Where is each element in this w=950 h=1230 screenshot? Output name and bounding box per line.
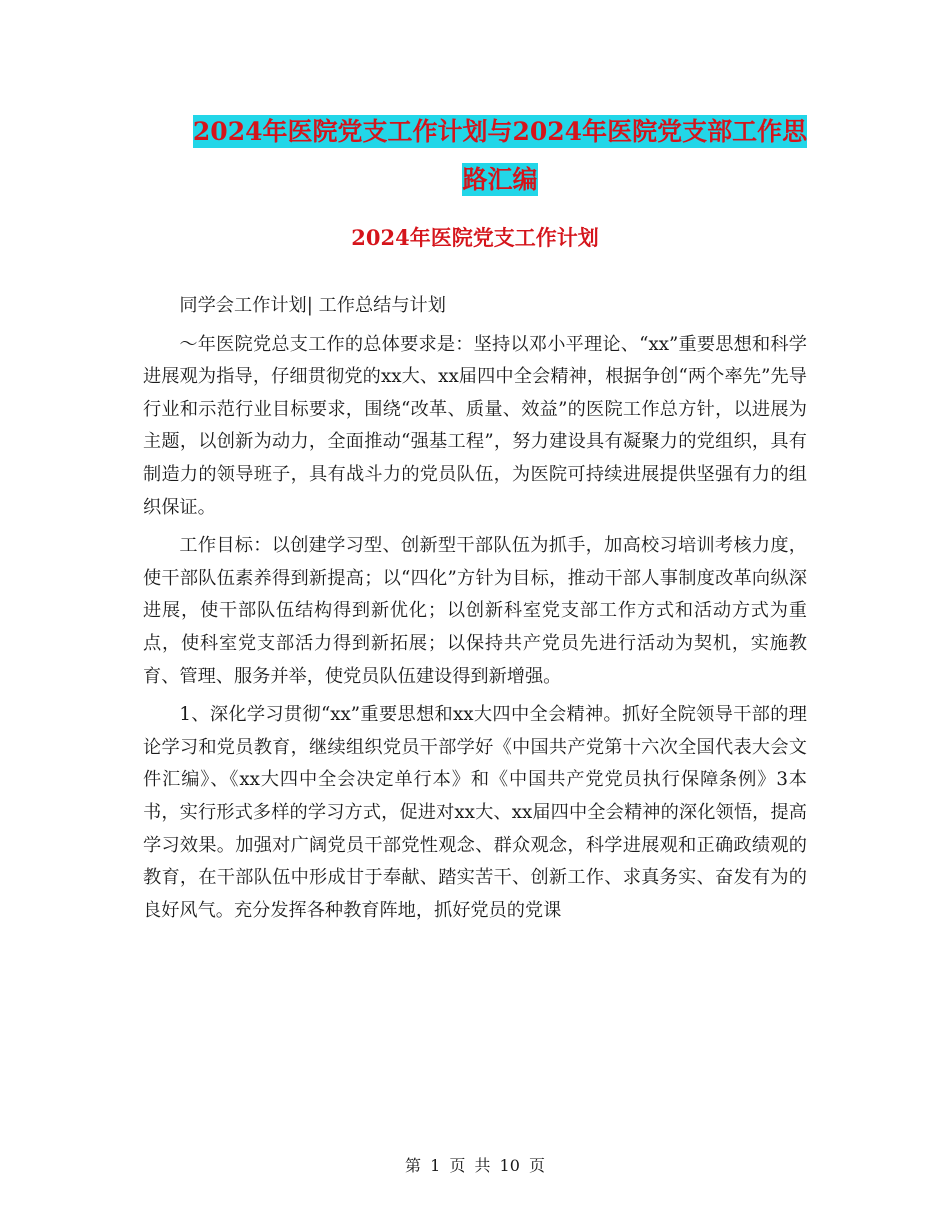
paragraph-work-goals: 工作目标：以创建学习型、创新型干部队伍为抓手，加高校习培训考核力度，使干部队伍素养得到新提高；以“四化”方针为目标，推动干部人事制度改革向纵深进展，使干部队伍结构得到新优化；以创新科室党支部工作方式和活动方式为重点，使科室党支部活力得到新拓展；以保持共产党员先进行活动为契机，实施教育、管理、服务并举，使党员队伍建设得到新增强。: [143, 535, 807, 687]
document-title: [140, 108, 860, 204]
page-footer: 第 1 页 共 10 页: [405, 1156, 545, 1175]
paragraph-item-1: 1、深化学习贯彻“xx”重要思想和xx大四中全会精神。抓好全院领导干部的理论学习和党员教育，继续组织党员干部学好《中国共产党第十六次全国代表大会文件汇编》、《xx大四中全会决定单行本》和《中国共产党党员执行保障条例》3本书，实行形式多样的学习方式，促进对xx大、xx届四中全会精神的深化领悟，提高学习效果。加强对广阔党员干部党性观念、群众观念，科学进展观和正确政绩观的教育，在干部队伍中形成甘于奉献、踏实苦干、创新工作、求真务实、奋发有为的良好风气。充分发挥各种教育阵地，抓好党员的党课: [143, 704, 807, 921]
section-title: 2024年医院党支工作计划: [351, 225, 599, 250]
document-title-line-2: 路汇编: [462, 165, 538, 194]
paragraph-subtitle: 同学会工作计划| 工作总结与计划: [179, 295, 446, 316]
body-text: [143, 290, 807, 927]
paragraph-overall-requirements: ～年医院党总支工作的总体要求是：坚持以邓小平理论、“xx”重要思想和科学进展观为指导，仔细贯彻党的xx大、xx届四中全会精神，根据争创“两个率先”先导行业和示范行业目标要求，围绕“改革、质量、效益”的医院工作总方针，以进展为主题，以创新为动力，全面推动“强基工程”，努力建设具有凝聚力的党组织，具有制造力的领导班子，具有战斗力的党员队伍，为医院可持续进展提供坚强有力的组织保证。: [143, 333, 807, 518]
document-title-line-1: 2024年医院党支工作计划与2024年医院党支部工作思: [192, 117, 808, 146]
